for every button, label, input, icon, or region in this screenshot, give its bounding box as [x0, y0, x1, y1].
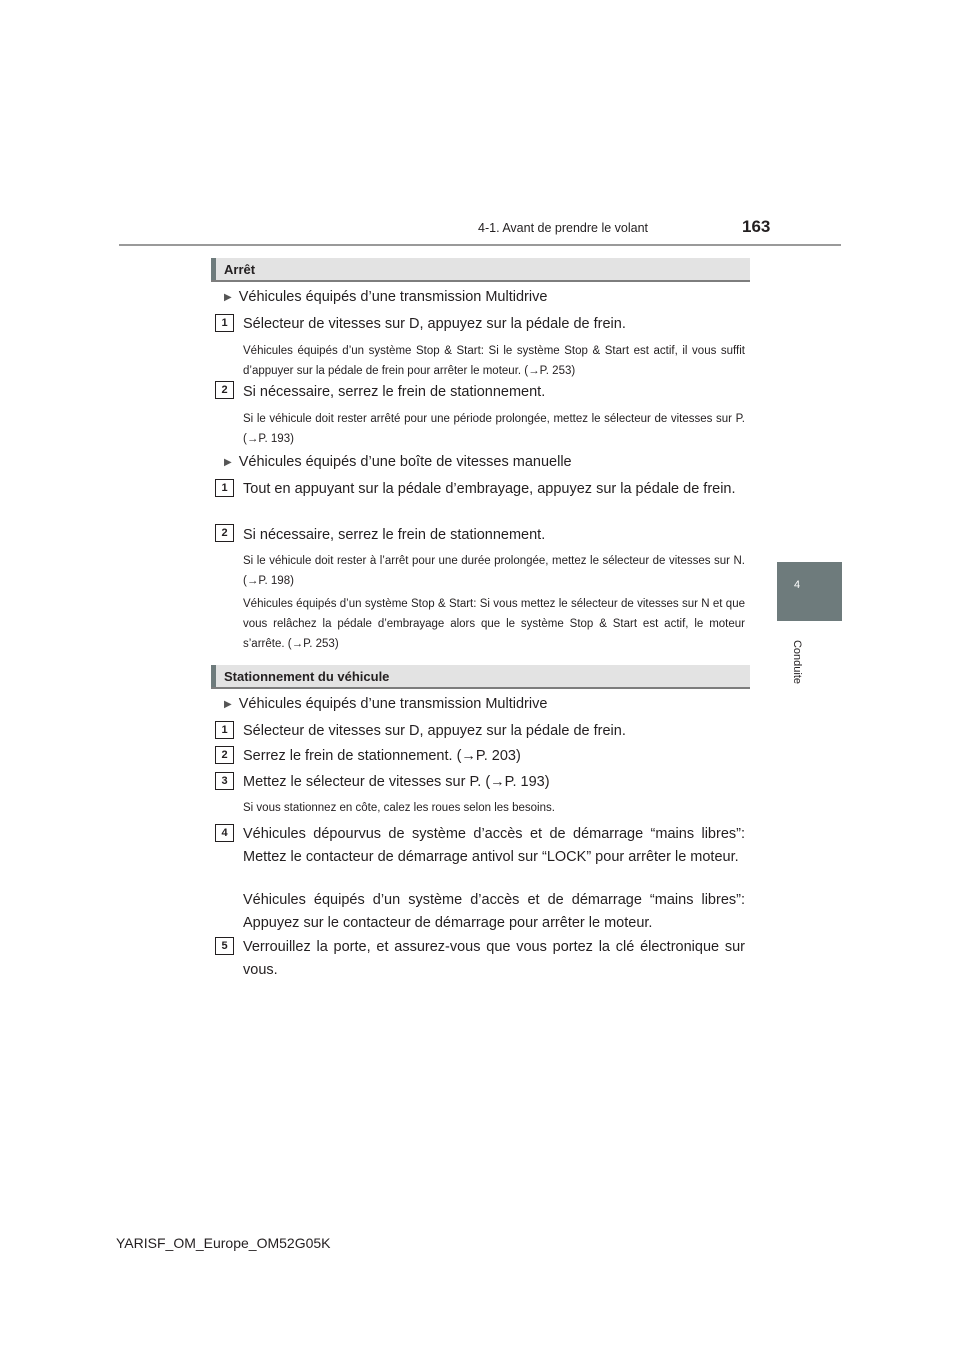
bullet-text: Véhicules équipés d’une transmission Multidrive	[238, 289, 548, 305]
note-text: Véhicules équipés d’un système Stop & Start: Si vous mettez le sélecteur de vitesses sur N et que vous relâchez la pédale d’embrayage alors que le système Stop & Start est actif, le moteur s’arrête. (→P. 253)	[243, 598, 745, 650]
section-accent	[211, 665, 216, 687]
bullet-multidrive	[224, 696, 547, 712]
step-text: Si nécessaire, serrez le frein de stationnement.	[243, 527, 546, 543]
step-number-box: 4	[215, 824, 234, 842]
step-number-box: 5	[215, 937, 234, 955]
bullet-text: Véhicules équipés d’une transmission Multidrive	[238, 696, 548, 712]
header-section-title: 4-1. Avant de prendre le volant	[478, 221, 649, 235]
chapter-tab	[777, 562, 842, 621]
step-number-box: 1	[215, 721, 234, 739]
step-text: Véhicules équipés d’un système d’accès et de démarrage “mains libres”: Appuyez sur le contacteur de démarrage pour arrêter le moteur.	[243, 892, 745, 931]
note-text: Si le véhicule doit rester à l’arrêt pour une durée prolongée, mettez le sélecteur de vitesses sur N. (→P. 198)	[243, 555, 745, 587]
step-text: Verrouillez la porte, et assurez-vous que vous portez la clé électronique sur vous.	[243, 939, 745, 978]
note-text: Si le véhicule doit rester arrêté pour une période prolongée, mettez le sélecteur de vitesses sur P. (→P. 193)	[243, 413, 745, 445]
step-number-box: 2	[215, 746, 234, 764]
bullet-text: Véhicules équipés d’une boîte de vitesses manuelle	[238, 454, 572, 470]
triangle-bullet-icon: ▶	[224, 699, 232, 710]
triangle-bullet-icon: ▶	[224, 457, 232, 468]
step-number-box: 3	[215, 772, 234, 790]
section-title: Stationnement du véhicule	[224, 669, 390, 684]
note-text: Si vous stationnez en côte, calez les roues selon les besoins.	[243, 802, 555, 814]
bullet-multidrive	[224, 289, 547, 305]
step-text: Tout en appuyant sur la pédale d’embrayage, appuyez sur la pédale de frein.	[243, 481, 736, 497]
step-text: Mettez le sélecteur de vitesses sur P. (→P. 193)	[243, 774, 550, 790]
step-text: Véhicules dépourvus de système d’accès et de démarrage “mains libres”: Mettez le contacteur de démarrage antivol sur “LOCK” pour arrêter le moteur.	[243, 826, 745, 865]
step-number-box: 2	[215, 524, 234, 542]
section-heading-arret	[211, 258, 750, 282]
section-title: Arrêt	[224, 262, 256, 277]
step-number-box: 1	[215, 314, 234, 332]
step-text: Si nécessaire, serrez le frein de stationnement.	[243, 384, 546, 400]
step-text: Sélecteur de vitesses sur D, appuyez sur la pédale de frein.	[243, 316, 626, 332]
triangle-bullet-icon: ▶	[224, 292, 232, 303]
step-text: Sélecteur de vitesses sur D, appuyez sur la pédale de frein.	[243, 723, 626, 739]
bullet-manual-gearbox	[224, 454, 572, 470]
section-heading-stationnement	[211, 665, 750, 689]
header-divider	[119, 244, 841, 246]
chapter-label: Conduite	[791, 639, 803, 685]
step-number-box: 2	[215, 381, 234, 399]
section-accent	[211, 258, 216, 280]
step-text: Serrez le frein de stationnement. (→P. 203)	[243, 748, 521, 764]
page-number: 163	[742, 217, 771, 236]
note-text: Véhicules équipés d’un système Stop & Start: Si le système Stop & Start est actif, il vous suffit d’appuyer sur la pédale de frein pour arrêter le moteur. (→P. 253)	[243, 345, 745, 377]
footer-document-code: YARISF_OM_Europe_OM52G05K	[116, 1235, 331, 1251]
step-number-box: 1	[215, 479, 234, 497]
chapter-number: 4	[794, 579, 801, 591]
